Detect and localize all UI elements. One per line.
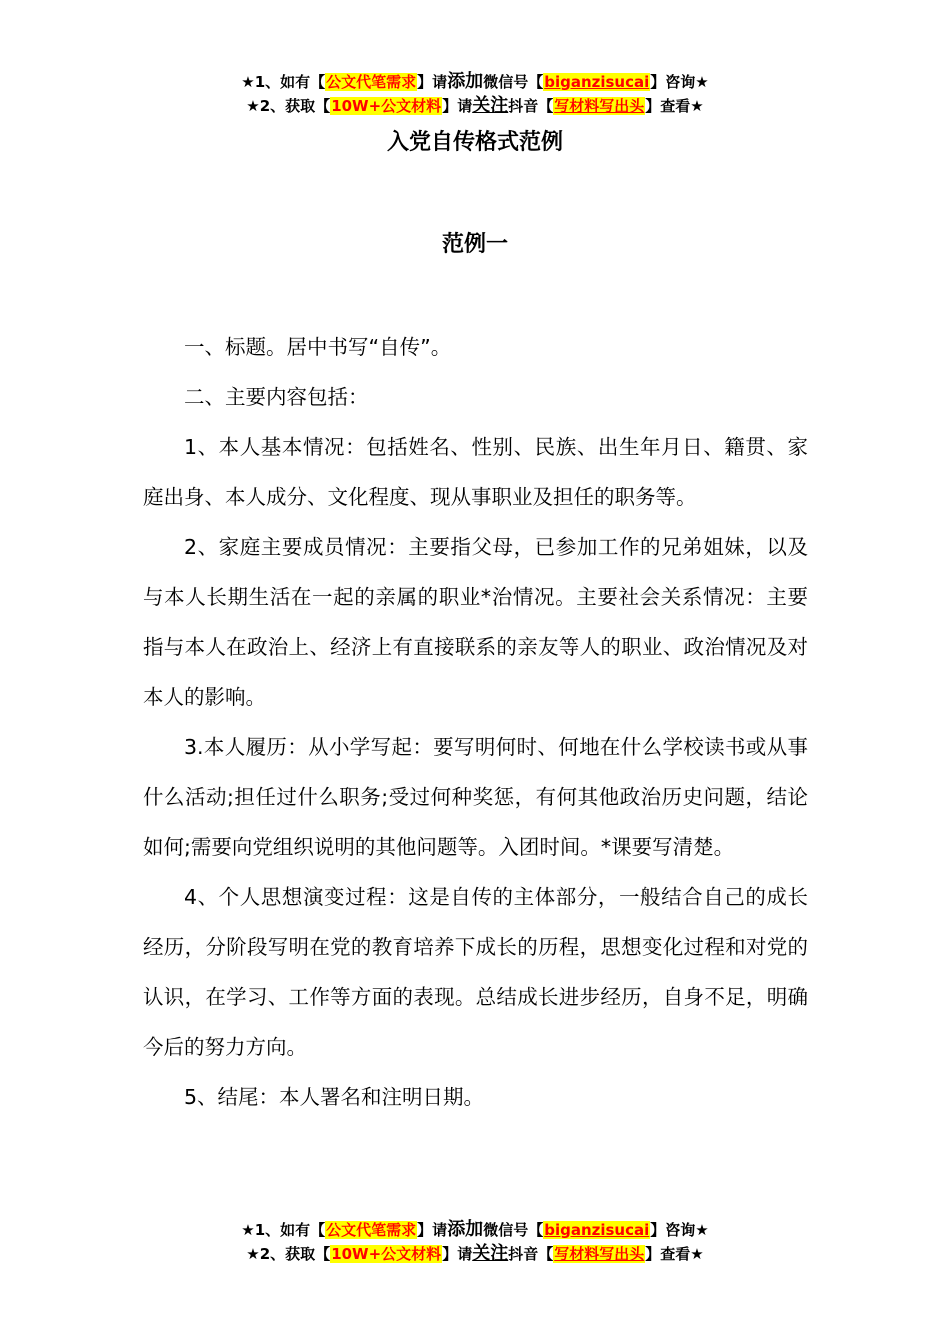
- banner-highlight-service: 公文代笔需求: [326, 73, 417, 91]
- paragraph-main-content: 二、主要内容包括：: [184, 385, 369, 409]
- banner-line-1: ★1、如有【公文代笔需求】请添加微信号【biganzisucai】咨询★: [241, 71, 709, 92]
- banner-douyin-account[interactable]: 写材料写出头: [554, 1245, 645, 1263]
- paragraph-basic-info: 1、本人基本情况：包括姓名、性别、民族、出生年月日、籍贯、家庭出身、本人成分、文化程度、现从事职业及担任的职务等。: [143, 435, 808, 509]
- document-body: [143, 322, 808, 1122]
- paragraph-heading-rule: 一、标题。居中书写“自传”。: [184, 335, 452, 359]
- banner-douyin-account[interactable]: 写材料写出头: [554, 97, 645, 115]
- banner-wechat-id[interactable]: biganzisucai: [544, 73, 650, 91]
- top-banner: [0, 70, 950, 118]
- banner-wechat-id[interactable]: biganzisucai: [544, 1221, 650, 1239]
- banner-emphasis-follow: 关注: [472, 95, 509, 116]
- section-title: 范例一: [441, 232, 508, 257]
- paragraph-family-members: 2、家庭主要成员情况：主要指父母，已参加工作的兄弟姐妹，以及与本人长期生活在一起的亲属的职业*治情况。主要社会关系情况：主要指与本人在政治上、经济上有直接联系的亲友等人的职业、政治情况及对本人的影响。: [143, 535, 808, 709]
- banner-highlight-materials: 10W+公文材料: [331, 97, 442, 115]
- banner-highlight-service: 公文代笔需求: [326, 1221, 417, 1239]
- banner-emphasis-follow: 关注: [472, 1243, 509, 1264]
- banner-emphasis-add: 添加: [447, 1219, 484, 1240]
- paragraph-ending: 5、结尾：本人署名和注明日期。: [184, 1085, 485, 1109]
- banner-line-2: ★2、获取【10W+公文材料】请关注抖音【写材料写出头】查看★: [246, 1243, 704, 1264]
- banner-emphasis-add: 添加: [447, 71, 484, 92]
- bottom-banner: [0, 1218, 950, 1266]
- document-title: 入党自传格式范例: [386, 130, 563, 155]
- banner-line-1: ★1、如有【公文代笔需求】请添加微信号【biganzisucai】咨询★: [241, 1219, 709, 1240]
- banner-highlight-materials: 10W+公文材料: [331, 1245, 442, 1263]
- paragraph-resume: 3.本人履历：从小学写起：要写明何时、何地在什么学校读书或从事什么活动;担任过什么职务;受过何种奖惩，有何其他政治历史问题，结论如何;需要向党组织说明的其他问题等。入团时间。*课要写清楚。: [143, 735, 808, 859]
- banner-line-2: ★2、获取【10W+公文材料】请关注抖音【写材料写出头】查看★: [246, 95, 704, 116]
- paragraph-thought-evolution: 4、个人思想演变过程：这是自传的主体部分，一般结合自己的成长经历，分阶段写明在党的教育培养下成长的历程，思想变化过程和对党的认识，在学习、工作等方面的表现。总结成长进步经历，自身不足，明确今后的努力方向。: [143, 885, 808, 1059]
